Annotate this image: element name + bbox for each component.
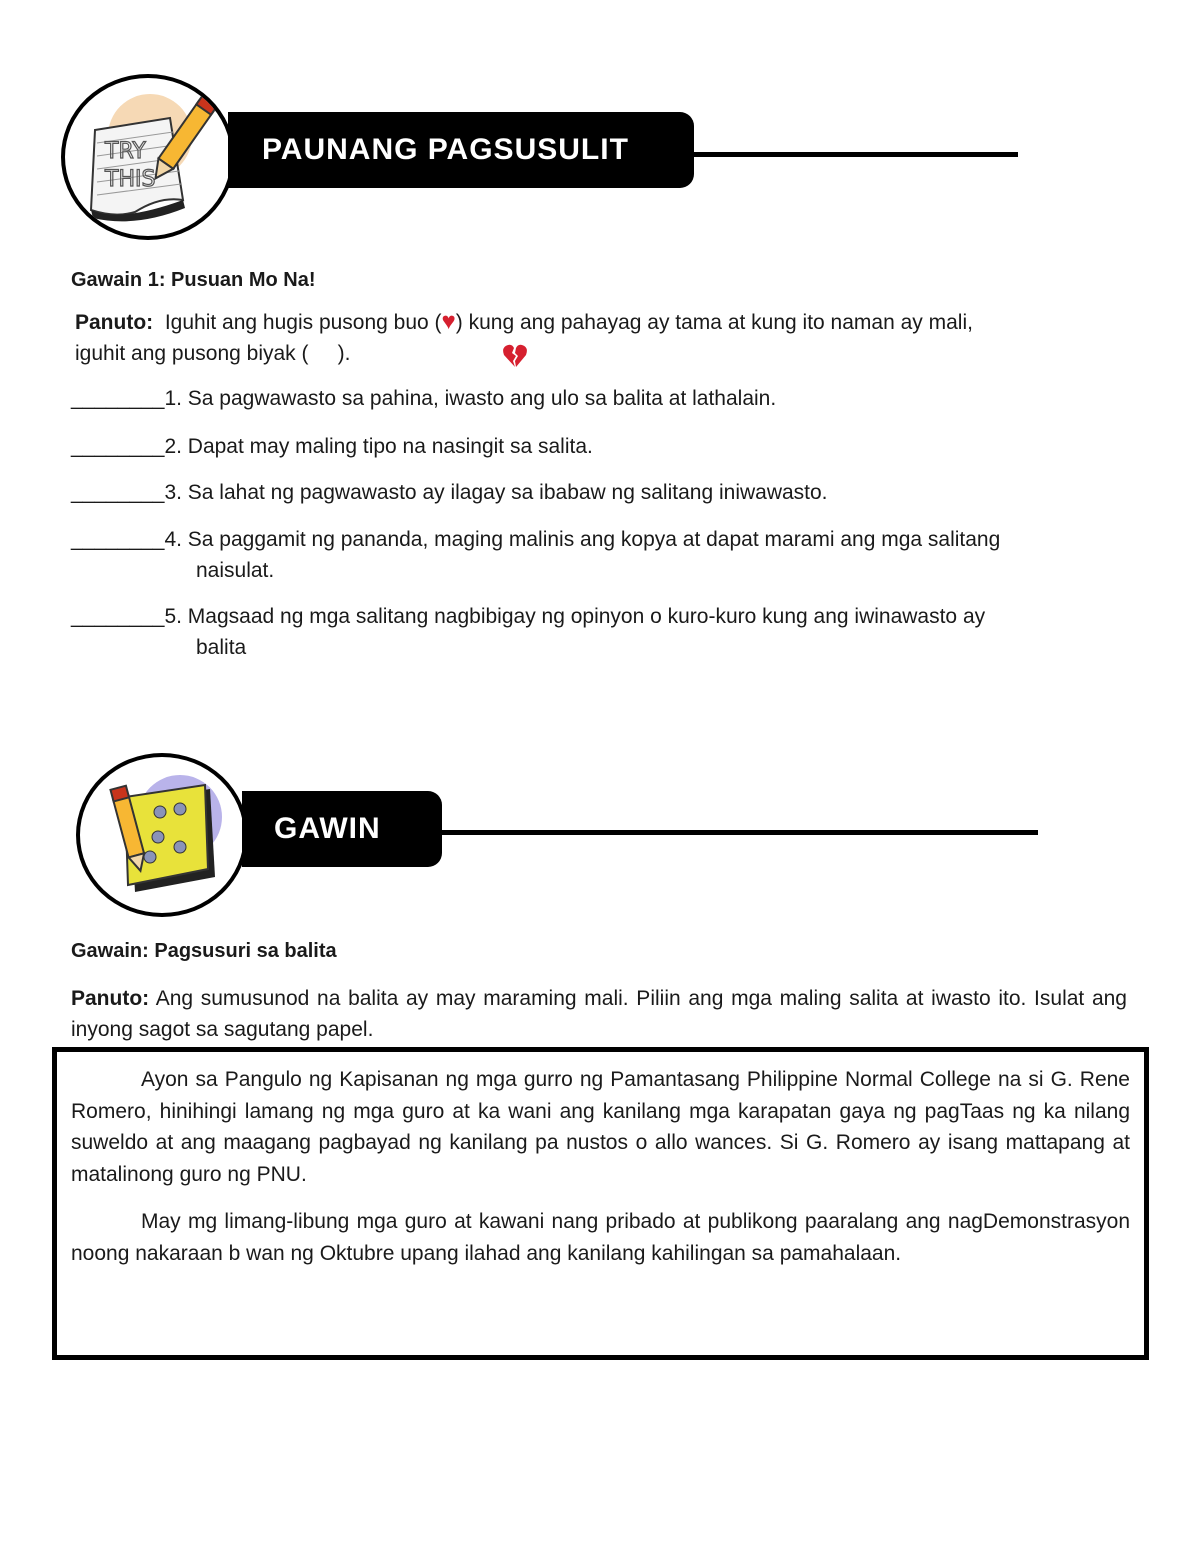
passage-paragraph: Ayon sa Pangulo ng Kapisanan ng mga gurro ng Pamantasang Philippine Normal College na si G. Rene Romero, hinihingi lamang ng mga guro at ka wani ang kanilang mga karapatan gaya ng pagTaas ng ka nilang suweldo at ang maagang pagbayad ng kanilang pa nustos o allo wances. Si G. Romero ay isang mattapang at matalinong guro ng PNU.	[71, 1068, 1130, 1186]
section-title-bar	[242, 791, 442, 867]
try-this-badge	[61, 74, 235, 240]
list-item: ________2. Dapat may maling tipo na nasingit sa salita.	[71, 435, 593, 458]
title-rule	[693, 152, 1018, 157]
section-title-bar	[228, 112, 694, 188]
news-passage-box	[52, 1047, 1149, 1360]
list-item: ________4. Sa paggamit ng pananda, maging malinis ang kopya at dapat marami ang mga salitang naisulat.	[71, 528, 1001, 582]
list-item: ________3. Sa lahat ng pagwawasto ay ilagay sa ibabaw ng salitang iniwawasto.	[71, 481, 828, 504]
instruction-label: Panuto:	[75, 311, 154, 334]
activity-title: Gawain 1: Pusuan Mo Na!	[71, 269, 316, 291]
instruction-text: ) kung ang pahayag ay tama at kung ito naman ay mali,	[455, 311, 973, 334]
notebook-pencil-icon	[80, 757, 244, 913]
instructions	[71, 983, 1127, 1045]
activity-title: Gawain: Pagsusuri sa balita	[71, 940, 337, 962]
list-item: ________5. Magsaad ng mga salitang nagbibigay ng opinyon o kuro-kuro kung ang iwinawasto ay balita	[71, 605, 986, 659]
passage-paragraph: May mg limang-libung mga guro at kawani nang pribado at publikong paaralang ang nagDemonstrasyon noong nakaraan b wan ng Oktubre upang ilahad ang kanilang kahilingan sa pamahalaan.	[71, 1210, 1130, 1265]
instruction-text: Iguhit ang hugis pusong buo (	[164, 311, 442, 334]
instruction-label: Panuto:	[71, 987, 150, 1010]
list-item: ________1. Sa pagwawasto sa pahina, iwasto ang ulo sa balita at lathalain.	[71, 387, 777, 410]
svg-text:THIS: THIS	[105, 167, 156, 192]
title-rule	[441, 830, 1038, 835]
instructions	[75, 306, 1127, 369]
section-title: PAUNANG PAGSUSULIT	[262, 133, 629, 166]
broken-heart-icon	[502, 343, 528, 369]
svg-text:TRY: TRY	[105, 139, 146, 164]
whole-heart-icon: ♥	[441, 308, 456, 335]
instruction-text: iguhit ang pusong biyak ( ).	[75, 342, 351, 365]
paper-pencil-icon	[65, 78, 231, 236]
section-title: GAWIN	[274, 812, 381, 845]
instruction-text: Ang sumusunod na balita ay may maraming mali. Piliin ang mga maling salita at iwasto ito. Isulat ang inyong sagot sa sagutang papel.	[71, 987, 1127, 1041]
gawin-badge	[76, 753, 248, 917]
